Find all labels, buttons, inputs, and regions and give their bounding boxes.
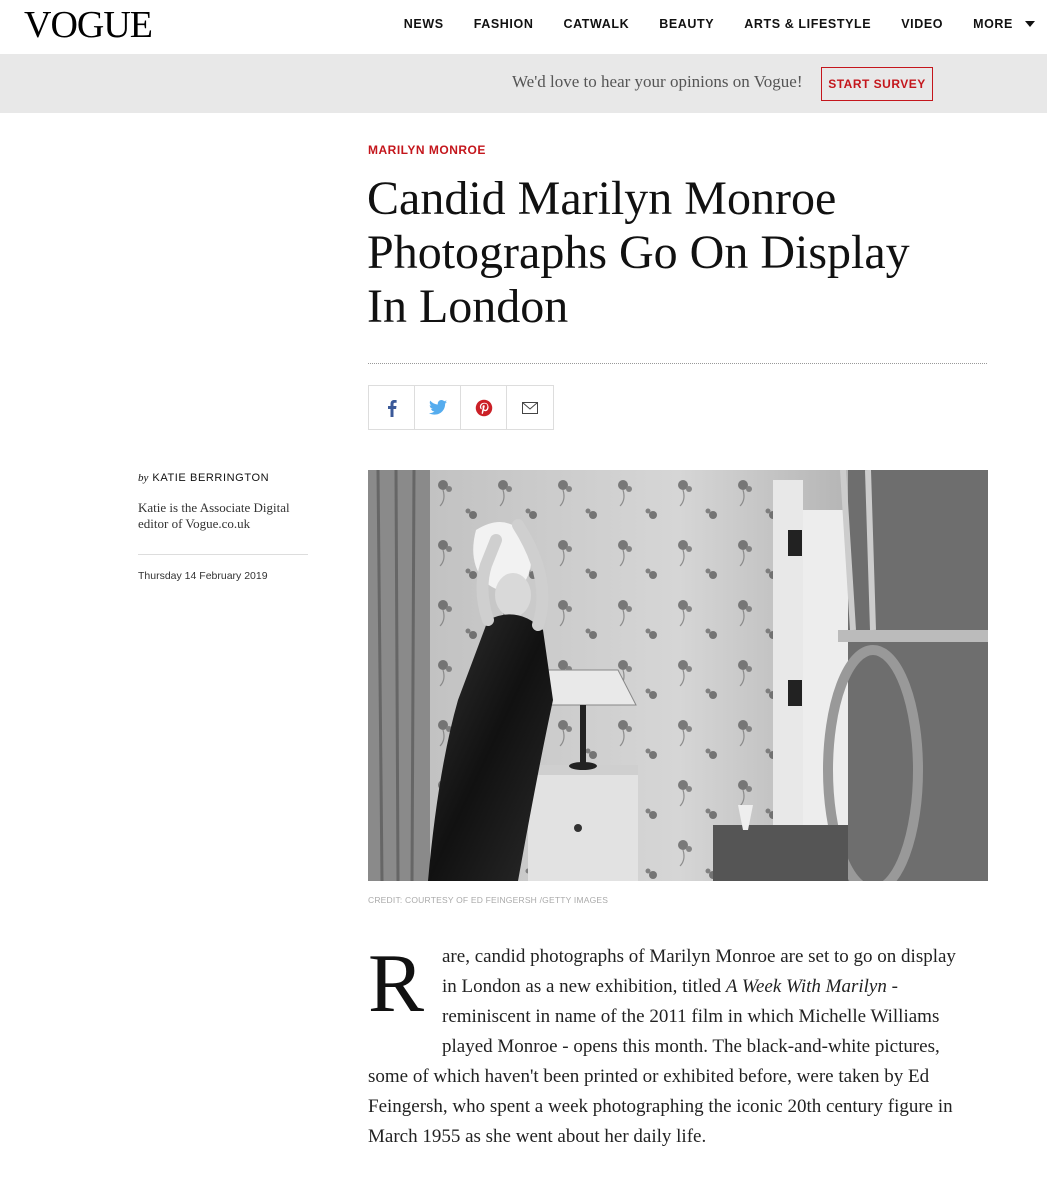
share-pinterest-button[interactable] [461, 386, 507, 429]
article-headline [367, 172, 1007, 334]
body-line-6: Feingersh, who spent a week photographing the iconic 20th century figure in [368, 1096, 953, 1117]
headline-divider [368, 363, 987, 364]
body-line-7: March 1955 as she went about her daily life. [368, 1126, 707, 1147]
survey-text: We'd love to hear your opinions on Vogue! [512, 72, 803, 91]
pinterest-icon [475, 399, 493, 417]
author-bio-line-1: Katie is the Associate Digital [138, 500, 290, 515]
nav-more[interactable] [973, 17, 1035, 31]
share-facebook-button[interactable] [369, 386, 415, 429]
nav-more-label: MORE [973, 17, 1013, 31]
byline-prefix: by [138, 472, 149, 484]
nav-arts-lifestyle[interactable]: ARTS & LIFESTYLE [744, 17, 872, 31]
body-line-3: reminiscent in name of the 2011 film in which Michelle Williams [442, 1006, 940, 1027]
body-line-5: some of which haven't been printed or exhibited before, were taken by Ed [368, 1066, 930, 1087]
share-bar [368, 385, 554, 430]
author-name[interactable]: KATIE BERRINGTON [152, 472, 270, 484]
publish-date: Thursday 14 February 2019 [138, 570, 268, 582]
email-icon [522, 402, 538, 414]
survey-banner [0, 54, 1047, 113]
body-line-2a: in London as a new exhibition, titled [442, 976, 726, 997]
site-header [0, 0, 1047, 54]
nav-fashion[interactable]: FASHION [473, 17, 534, 31]
sidebar-divider [138, 554, 308, 555]
author-bio [138, 500, 308, 532]
body-line-2 [442, 972, 898, 1002]
body-line-1: are, candid photographs of Marilyn Monroe are set to go on display [442, 946, 956, 967]
body-line-4: played Monroe - opens this month. The black-and-white pictures, [442, 1036, 940, 1057]
vogue-logo[interactable]: VOGUE [24, 4, 152, 46]
facebook-icon [387, 399, 397, 417]
share-twitter-button[interactable] [415, 386, 461, 429]
nav-catwalk[interactable]: CATWALK [563, 17, 630, 31]
nav-video[interactable]: VIDEO [901, 17, 944, 31]
hero-photo [368, 470, 988, 881]
headline-line-3: In London [367, 280, 569, 333]
byline [138, 472, 269, 484]
article-category[interactable]: MARILYN MONROE [368, 143, 486, 157]
photo-illustration [368, 470, 988, 881]
exhibition-title: A Week With Marilyn [725, 976, 887, 997]
caret-down-icon [1025, 21, 1035, 27]
author-bio-line-2: editor of Vogue.co.uk [138, 516, 251, 531]
body-line-2b: - [886, 976, 898, 997]
nav-news[interactable]: NEWS [403, 17, 444, 31]
twitter-icon [429, 400, 447, 415]
main-nav [404, 0, 1047, 48]
share-email-button[interactable] [507, 386, 553, 429]
headline-line-2: Photographs Go On Display [367, 226, 910, 279]
drop-cap: R [368, 937, 425, 1030]
headline-line-1: Candid Marilyn Monroe [367, 172, 837, 225]
nav-beauty[interactable]: BEAUTY [659, 17, 715, 31]
start-survey-button[interactable]: START SURVEY [821, 67, 933, 101]
image-credit: CREDIT: COURTESY OF ED FEINGERSH /GETTY IMAGES [368, 895, 609, 905]
